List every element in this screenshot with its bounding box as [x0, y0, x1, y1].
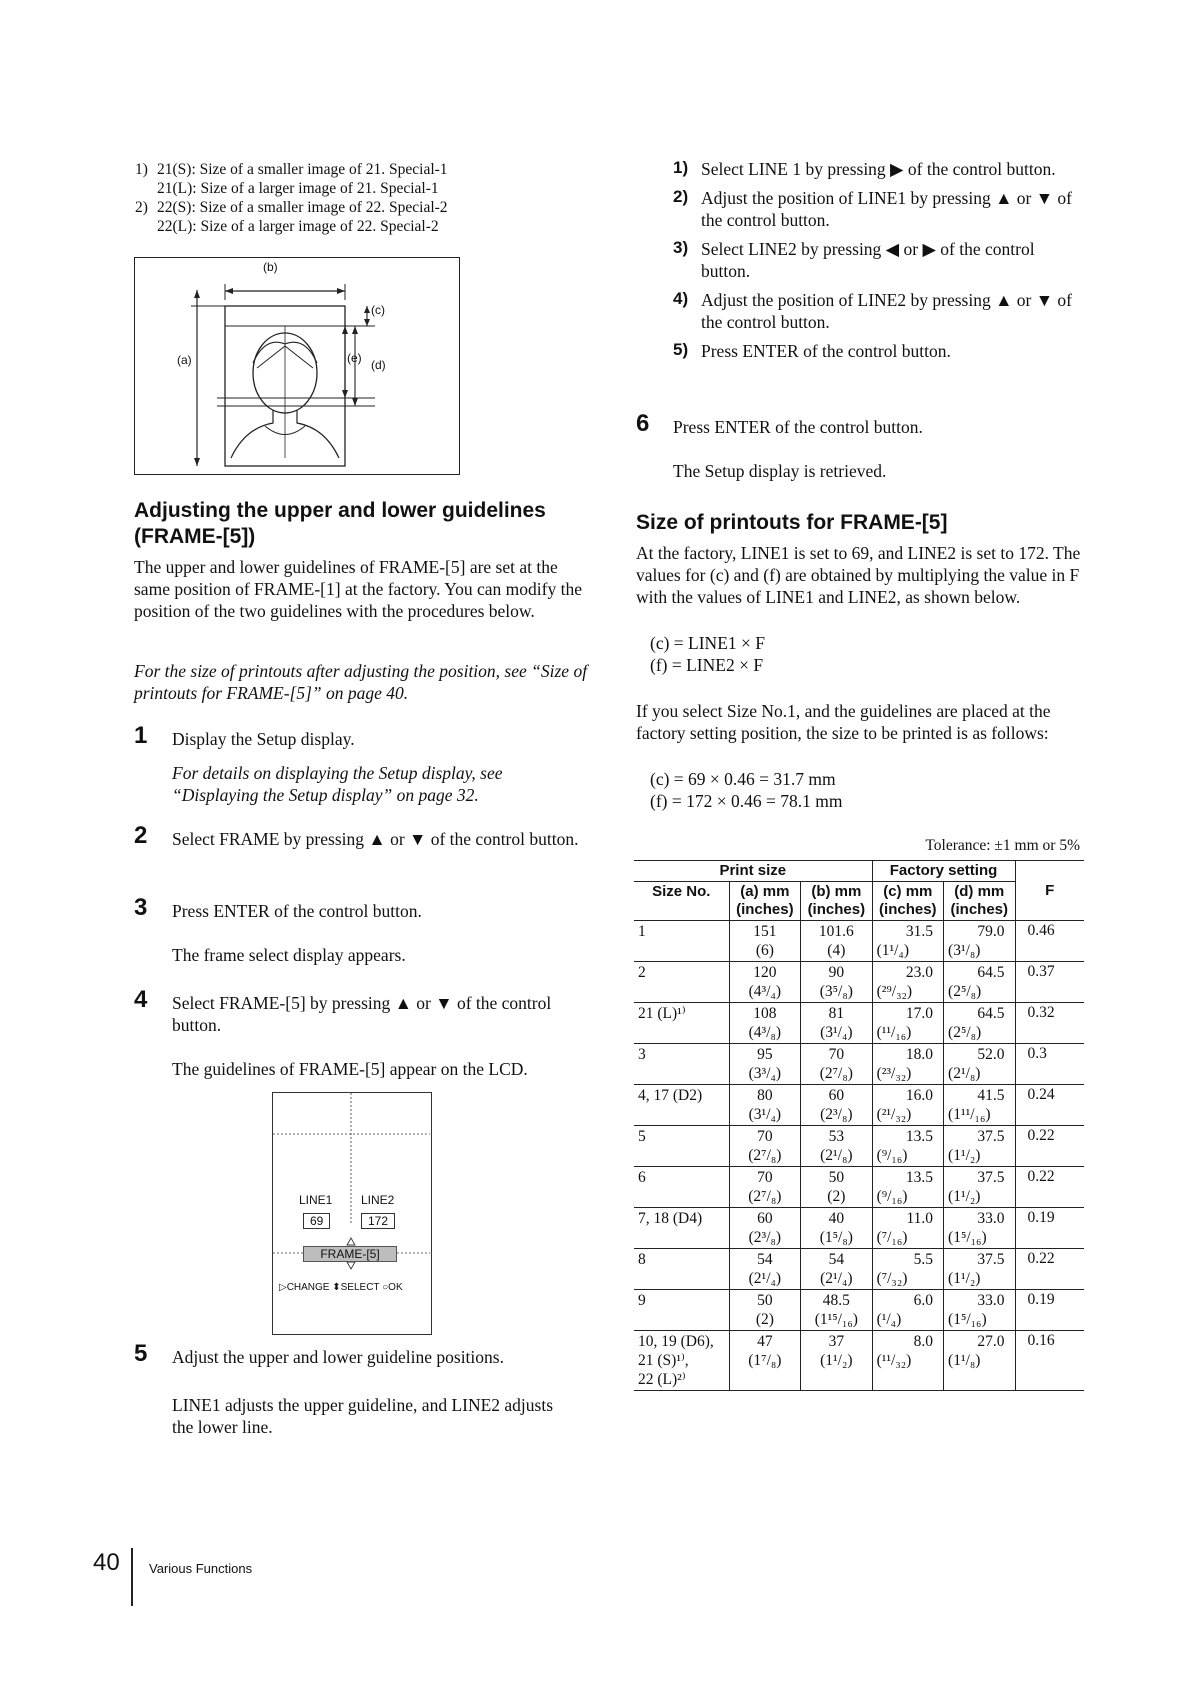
table-body [634, 921, 1084, 1391]
size-no-text: 21 (S)¹⁾, [638, 1352, 689, 1369]
heading-line-2: (FRAME-[5]) [134, 525, 256, 548]
cell-mm-value: 6.0 [913, 1292, 934, 1309]
header-a [729, 882, 800, 921]
cell-inch-value: (²¹/₃₂) [876, 1106, 912, 1123]
cell-b [801, 1003, 872, 1044]
table-row [634, 1126, 1084, 1167]
cell-c [872, 1044, 943, 1085]
cell-d [944, 962, 1015, 1003]
label-a: (a) [177, 353, 192, 367]
header-d-mm: (d) mm [954, 883, 1005, 900]
table-row [634, 1331, 1084, 1391]
cell-a [729, 962, 800, 1003]
intro-paragraph: The upper and lower guidelines of FRAME-[5] are set at the same position of FRAME-[1] at the factory. You can modify the position of the two guidelines with the procedures below. [134, 557, 582, 621]
cell-inch-value: (²³/₃₂) [876, 1065, 912, 1082]
label-d: (d) [371, 358, 386, 372]
cell-c [872, 1249, 943, 1290]
footnote-line: 21(L): Size of a larger image of 21. Special-1 [157, 180, 439, 197]
cell-mm-value: 27.0 [977, 1333, 1005, 1350]
printouts-paragraph: At the factory, LINE1 is set to 69, and LINE2 is set to 172. The values for (c) and (f) are obtained by multiplying the value in F with the values of LINE1 and LINE2, as shown below. [636, 543, 1081, 607]
size-no-text: 22 (L)²⁾ [638, 1371, 686, 1388]
table-row [634, 1208, 1084, 1249]
portrait-diagram [134, 257, 460, 475]
cell-f: 0.24 [1027, 1086, 1055, 1103]
cell-inch-value: (⁷/₁₆) [876, 1229, 908, 1246]
formula-c: (c) = LINE1 × F [650, 633, 765, 653]
cell-c [872, 962, 943, 1003]
cell-inch-value: (4) [827, 942, 846, 959]
lcd-frame-label: FRAME-[5] [303, 1246, 397, 1262]
cell-inch-value: (1¹/₈) [948, 1352, 981, 1369]
cell-mm-value: 101.6 [818, 923, 854, 940]
size-no-text: 21 (L)¹⁾ [638, 1005, 686, 1022]
cell-f: 0.19 [1027, 1291, 1055, 1308]
lcd-guidelines [273, 1093, 430, 1333]
cell-inch-value: (¹/₄) [876, 1311, 902, 1328]
table-row [634, 1249, 1084, 1290]
cell-inch-value: (2⁵/₈) [948, 983, 982, 1000]
cell-b [801, 1331, 872, 1391]
cell-f: 0.3 [1027, 1045, 1047, 1062]
table-row [634, 1085, 1084, 1126]
cell-inch-value: (2) [827, 1188, 846, 1205]
cell-size-no [634, 1290, 729, 1331]
cell-size-no [634, 921, 729, 962]
cell-inch-value: (1¹/₄) [876, 942, 909, 959]
substep-number: 2) [673, 187, 689, 206]
header-size-no: Size No. [634, 882, 729, 921]
table-row [634, 1044, 1084, 1085]
cell-a [729, 1085, 800, 1126]
cell-mm-value: 41.5 [977, 1087, 1005, 1104]
cell-a [729, 1167, 800, 1208]
cell-size-no [634, 1044, 729, 1085]
substep-2 [673, 187, 1093, 231]
cell-mm-value: 31.5 [905, 923, 934, 940]
cell-mm-value: 5.5 [913, 1251, 934, 1268]
cell-inch-value: (1⁵/₁₆) [948, 1229, 987, 1246]
header-b [801, 882, 872, 921]
lcd-footer-hint: ▷CHANGE ⬍SELECT ○OK [279, 1282, 403, 1293]
cell-mm-value: 50 [828, 1169, 845, 1186]
cell-a [729, 921, 800, 962]
footnote-label: 1) [135, 161, 148, 178]
cell-inch-value: (2⁷/₈) [748, 1147, 782, 1164]
substep-1 [673, 158, 1093, 180]
cell-mm-value: 70 [757, 1169, 773, 1186]
cell-mm-value: 70 [828, 1046, 845, 1063]
substep-text: Select LINE2 by pressing ◀ or ▶ of the control button. [701, 239, 1035, 281]
step-text: Select FRAME by pressing ▲ or ▼ of the control button. [172, 829, 579, 849]
step-number: 2 [134, 822, 148, 849]
cell-inch-value: (2¹/₈) [820, 1147, 853, 1164]
cell-mm-value: 95 [757, 1046, 773, 1063]
size-no-text: 4, 17 (D2) [638, 1087, 703, 1104]
cell-d [944, 1208, 1015, 1249]
cell-inch-value: (2⁵/₈) [948, 1024, 982, 1041]
cell-inch-value: (1¹⁵/₁₆) [814, 1311, 858, 1328]
cell-b [801, 1290, 872, 1331]
label-e: (e) [347, 351, 362, 365]
footnote-label: 2) [135, 199, 148, 216]
footnote-1 [135, 160, 575, 198]
cell-mm-value: 23.0 [905, 964, 934, 981]
section-heading-guidelines [134, 498, 604, 550]
cell-mm-value: 37.5 [977, 1128, 1005, 1145]
cell-inch-value: (2) [755, 1311, 774, 1328]
cell-d [944, 1126, 1015, 1167]
cell-mm-value: 18.0 [905, 1046, 934, 1063]
cell-c [872, 1290, 943, 1331]
cell-c [872, 1003, 943, 1044]
size-no-text: 3 [638, 1046, 646, 1063]
step-text: Adjust the upper and lower guideline positions. [172, 1347, 504, 1367]
cell-size-no [634, 1208, 729, 1249]
cell-mm-value: 52.0 [977, 1046, 1005, 1063]
cell-inch-value: (6) [755, 942, 774, 959]
cell-size-no [634, 962, 729, 1003]
cell-inch-value: (1¹¹/₁₆) [948, 1106, 991, 1123]
size-no-text: 6 [638, 1169, 646, 1186]
cell-mm-value: 48.5 [822, 1292, 850, 1309]
substep-5 [673, 340, 1093, 362]
cell-mm-value: 151 [753, 923, 777, 940]
cell-size-no [634, 1331, 729, 1391]
footer-divider [131, 1548, 133, 1606]
cell-mm-value: 54 [757, 1251, 773, 1268]
substep-4 [673, 289, 1093, 333]
cell-f: 0.32 [1027, 1004, 1055, 1021]
cell-c [872, 1126, 943, 1167]
cell-a [729, 1331, 800, 1391]
cell-mm-value: 79.0 [977, 923, 1005, 940]
cell-inch-value: (3¹/₄) [820, 1024, 853, 1041]
example-paragraph: If you select Size No.1, and the guidelines are placed at the factory setting position, the size to be printed is as follows: [636, 701, 1051, 743]
cell-mm-value: 40 [828, 1210, 845, 1227]
lcd-line2-label: LINE2 [361, 1193, 395, 1207]
step-subtext: LINE1 adjusts the upper guideline, and LINE2 adjusts the lower line. [172, 1395, 554, 1437]
cell-c [872, 921, 943, 962]
step-subtext: The guidelines of FRAME-[5] appear on the LCD. [172, 1059, 528, 1079]
header-print-size: Print size [634, 861, 872, 882]
cell-mm-value: 50 [757, 1292, 773, 1309]
cell-inch-value: (²⁹/₃₂) [876, 983, 913, 1000]
cell-inch-value: (3³/₄) [748, 1065, 782, 1082]
header-b-mm: (b) mm [811, 883, 862, 900]
step-number: 4 [134, 986, 148, 1013]
size-no-text: 1 [638, 923, 646, 940]
cell-inch-value: (⁹/₁₆) [876, 1147, 908, 1164]
cell-mm-value: 60 [757, 1210, 773, 1227]
header-a-inches: (inches) [736, 901, 794, 918]
reference-note: For the size of printouts after adjusting the position, see “Size of printouts for FRAME-[5]” on page 40. [134, 661, 588, 703]
step-text: Display the Setup display. [172, 729, 355, 749]
cell-inch-value: (2³/₈) [748, 1229, 782, 1246]
header-c [872, 882, 943, 921]
lcd-line2-value: 172 [361, 1213, 395, 1229]
lcd-line1-label: LINE1 [299, 1193, 333, 1207]
cell-inch-value: (¹¹/₁₆) [876, 1024, 912, 1041]
step-subtext: The Setup display is retrieved. [673, 461, 887, 481]
table-row [634, 1290, 1084, 1331]
size-no-text: 9 [638, 1292, 646, 1309]
cell-inch-value: (1¹/₂) [948, 1188, 981, 1205]
cell-c [872, 1085, 943, 1126]
cell-d [944, 1167, 1015, 1208]
step-text: Press ENTER of the control button. [673, 417, 923, 437]
step-number: 3 [134, 894, 148, 921]
header-b-inches: (inches) [807, 901, 866, 918]
section-name: Various Functions [149, 1561, 253, 1576]
cell-inch-value: (3⁵/₈) [819, 983, 853, 1000]
cell-d [944, 921, 1015, 962]
cell-inch-value: (2¹/₄) [748, 1270, 782, 1287]
footnote-line: 22(L): Size of a larger image of 22. Special-2 [157, 218, 439, 235]
cell-mm-value: 13.5 [905, 1128, 934, 1145]
step-text: Press ENTER of the control button. [172, 901, 422, 921]
cell-mm-value: 70 [757, 1128, 773, 1145]
cell-mm-value: 120 [753, 964, 777, 981]
cell-mm-value: 17.0 [905, 1005, 934, 1022]
cell-f: 0.46 [1027, 922, 1055, 939]
footnote-line: 21(S): Size of a smaller image of 21. Special-1 [157, 161, 448, 178]
cell-mm-value: 16.0 [905, 1087, 934, 1104]
cell-mm-value: 8.0 [913, 1333, 934, 1350]
section-heading-printouts: Size of printouts for FRAME-[5] [636, 511, 948, 534]
cell-inch-value: (⁹/₁₆) [876, 1188, 908, 1205]
cell-mm-value: 60 [828, 1087, 845, 1104]
cell-inch-value: (1⁷/₈) [748, 1352, 782, 1369]
cell-inch-value: (1¹/₂) [948, 1270, 981, 1287]
header-a-mm: (a) mm [740, 883, 790, 900]
header-c-inches: (inches) [879, 901, 937, 918]
header-factory-setting: Factory setting [872, 861, 1015, 882]
substep-text: Select LINE 1 by pressing ▶ of the control button. [701, 159, 1056, 179]
cell-f: 0.22 [1027, 1250, 1055, 1267]
step-text: Select FRAME-[5] by pressing ▲ or ▼ of the control button. [172, 993, 552, 1035]
substep-text: Adjust the position of LINE2 by pressing ▲ or ▼ of the control button. [701, 290, 1072, 332]
cell-inch-value: (2¹/₈) [948, 1065, 981, 1082]
cell-c [872, 1167, 943, 1208]
cell-mm-value: 53 [828, 1128, 845, 1145]
cell-d [944, 1331, 1015, 1391]
step-number: 6 [636, 410, 650, 437]
tolerance-note: Tolerance: ±1 mm or 5% [925, 837, 1080, 854]
cell-mm-value: 80 [757, 1087, 773, 1104]
cell-mm-value: 33.0 [977, 1210, 1005, 1227]
cell-inch-value: (1⁵/₈) [819, 1229, 853, 1246]
cell-b [801, 1167, 872, 1208]
footnote-line: 22(S): Size of a smaller image of 22. Special-2 [157, 199, 448, 216]
cell-mm-value: 37 [828, 1333, 845, 1350]
size-no-text: 2 [638, 964, 646, 981]
step-number: 1 [134, 722, 148, 749]
cell-f: 0.19 [1027, 1209, 1055, 1226]
cell-b [801, 962, 872, 1003]
cell-mm-value: 90 [828, 964, 845, 981]
cell-d [944, 1085, 1015, 1126]
cell-inch-value: (4³/₈) [748, 1024, 782, 1041]
page-number: 40 [93, 1549, 120, 1576]
cell-inch-value: (4³/₄) [748, 983, 782, 1000]
table-row [634, 962, 1084, 1003]
substep-3 [673, 238, 1093, 282]
cell-a [729, 1126, 800, 1167]
cell-c [872, 1331, 943, 1391]
size-no-text: 10, 19 (D6), [638, 1333, 714, 1350]
cell-inch-value: (1¹/₂) [820, 1352, 853, 1369]
cell-inch-value: (2³/₈) [820, 1106, 853, 1123]
cell-inch-value: (¹¹/₃₂) [876, 1352, 912, 1369]
cell-mm-value: 37.5 [977, 1251, 1005, 1268]
substeps-list [673, 158, 1093, 362]
cell-a [729, 1290, 800, 1331]
footnote-2 [135, 198, 575, 236]
example-calc-c: (c) = 69 × 0.46 = 31.7 mm [650, 769, 836, 789]
cell-mm-value: 11.0 [906, 1210, 934, 1227]
cell-mm-value: 13.5 [905, 1169, 934, 1186]
footnotes [135, 160, 575, 236]
cell-c [872, 1208, 943, 1249]
cell-mm-value: 37.5 [977, 1169, 1005, 1186]
cell-mm-value: 33.0 [977, 1292, 1005, 1309]
cell-f: 0.22 [1027, 1127, 1055, 1144]
cell-inch-value: (3¹/₄) [748, 1106, 782, 1123]
step-subtext: For details on displaying the Setup display, see “Displaying the Setup display” on page 32. [172, 763, 503, 805]
substep-number: 1) [673, 158, 689, 177]
cell-mm-value: 108 [753, 1005, 777, 1022]
cell-f: 0.22 [1027, 1168, 1055, 1185]
cell-f: 0.37 [1027, 963, 1055, 980]
cell-f: 0.16 [1027, 1332, 1055, 1349]
header-f: F [1045, 881, 1055, 899]
cell-inch-value: (2⁷/₈) [748, 1188, 782, 1205]
cell-inch-value: (1¹/₂) [948, 1147, 981, 1164]
cell-inch-value: (1⁵/₁₆) [948, 1311, 987, 1328]
step-number: 5 [134, 1340, 148, 1367]
cell-inch-value: (3¹/₈) [948, 942, 981, 959]
size-no-text: 8 [638, 1251, 646, 1268]
cell-inch-value: (2⁷/₈) [819, 1065, 853, 1082]
cell-b [801, 1249, 872, 1290]
cell-size-no [634, 1167, 729, 1208]
lcd-display [272, 1092, 432, 1335]
cell-b [801, 1085, 872, 1126]
cell-size-no [634, 1126, 729, 1167]
cell-d [944, 1044, 1015, 1085]
cell-size-no [634, 1003, 729, 1044]
cell-size-no [634, 1249, 729, 1290]
substep-number: 5) [673, 340, 689, 359]
printout-size-table [634, 860, 1084, 1391]
cell-d [944, 1290, 1015, 1331]
header-d [944, 882, 1015, 921]
substep-text: Adjust the position of LINE1 by pressing ▲ or ▼ of the control button. [701, 188, 1072, 230]
cell-a [729, 1208, 800, 1249]
header-c-mm: (c) mm [883, 883, 933, 900]
cell-a [729, 1249, 800, 1290]
label-b: (b) [263, 260, 278, 274]
cell-b [801, 921, 872, 962]
step-subtext: The frame select display appears. [172, 945, 406, 965]
cell-inch-value: (2¹/₄) [820, 1270, 853, 1287]
table-row [634, 1003, 1084, 1044]
cell-d [944, 1249, 1015, 1290]
size-no-text: 5 [638, 1128, 646, 1145]
cell-b [801, 1126, 872, 1167]
size-no-text: 7, 18 (D4) [638, 1210, 703, 1227]
heading-line-1: Adjusting the upper and lower guidelines [134, 499, 546, 522]
substep-number: 3) [673, 238, 689, 257]
cell-b [801, 1044, 872, 1085]
example-calc-f: (f) = 172 × 0.46 = 78.1 mm [650, 791, 843, 811]
label-c: (c) [371, 303, 385, 317]
header-d-inches: (inches) [950, 901, 1009, 918]
cell-mm-value: 54 [828, 1251, 845, 1268]
cell-mm-value: 81 [828, 1005, 845, 1022]
cell-a [729, 1003, 800, 1044]
lcd-line1-value: 69 [303, 1213, 330, 1229]
cell-a [729, 1044, 800, 1085]
cell-mm-value: 47 [757, 1333, 773, 1350]
cell-inch-value: (⁷/₃₂) [876, 1270, 908, 1287]
formula-f: (f) = LINE2 × F [650, 655, 764, 675]
substep-text: Press ENTER of the control button. [701, 341, 951, 361]
substep-number: 4) [673, 289, 689, 308]
cell-mm-value: 64.5 [977, 964, 1005, 981]
table-row [634, 921, 1084, 962]
cell-mm-value: 64.5 [977, 1005, 1005, 1022]
cell-b [801, 1208, 872, 1249]
cell-size-no [634, 1085, 729, 1126]
table-row [634, 1167, 1084, 1208]
cell-d [944, 1003, 1015, 1044]
